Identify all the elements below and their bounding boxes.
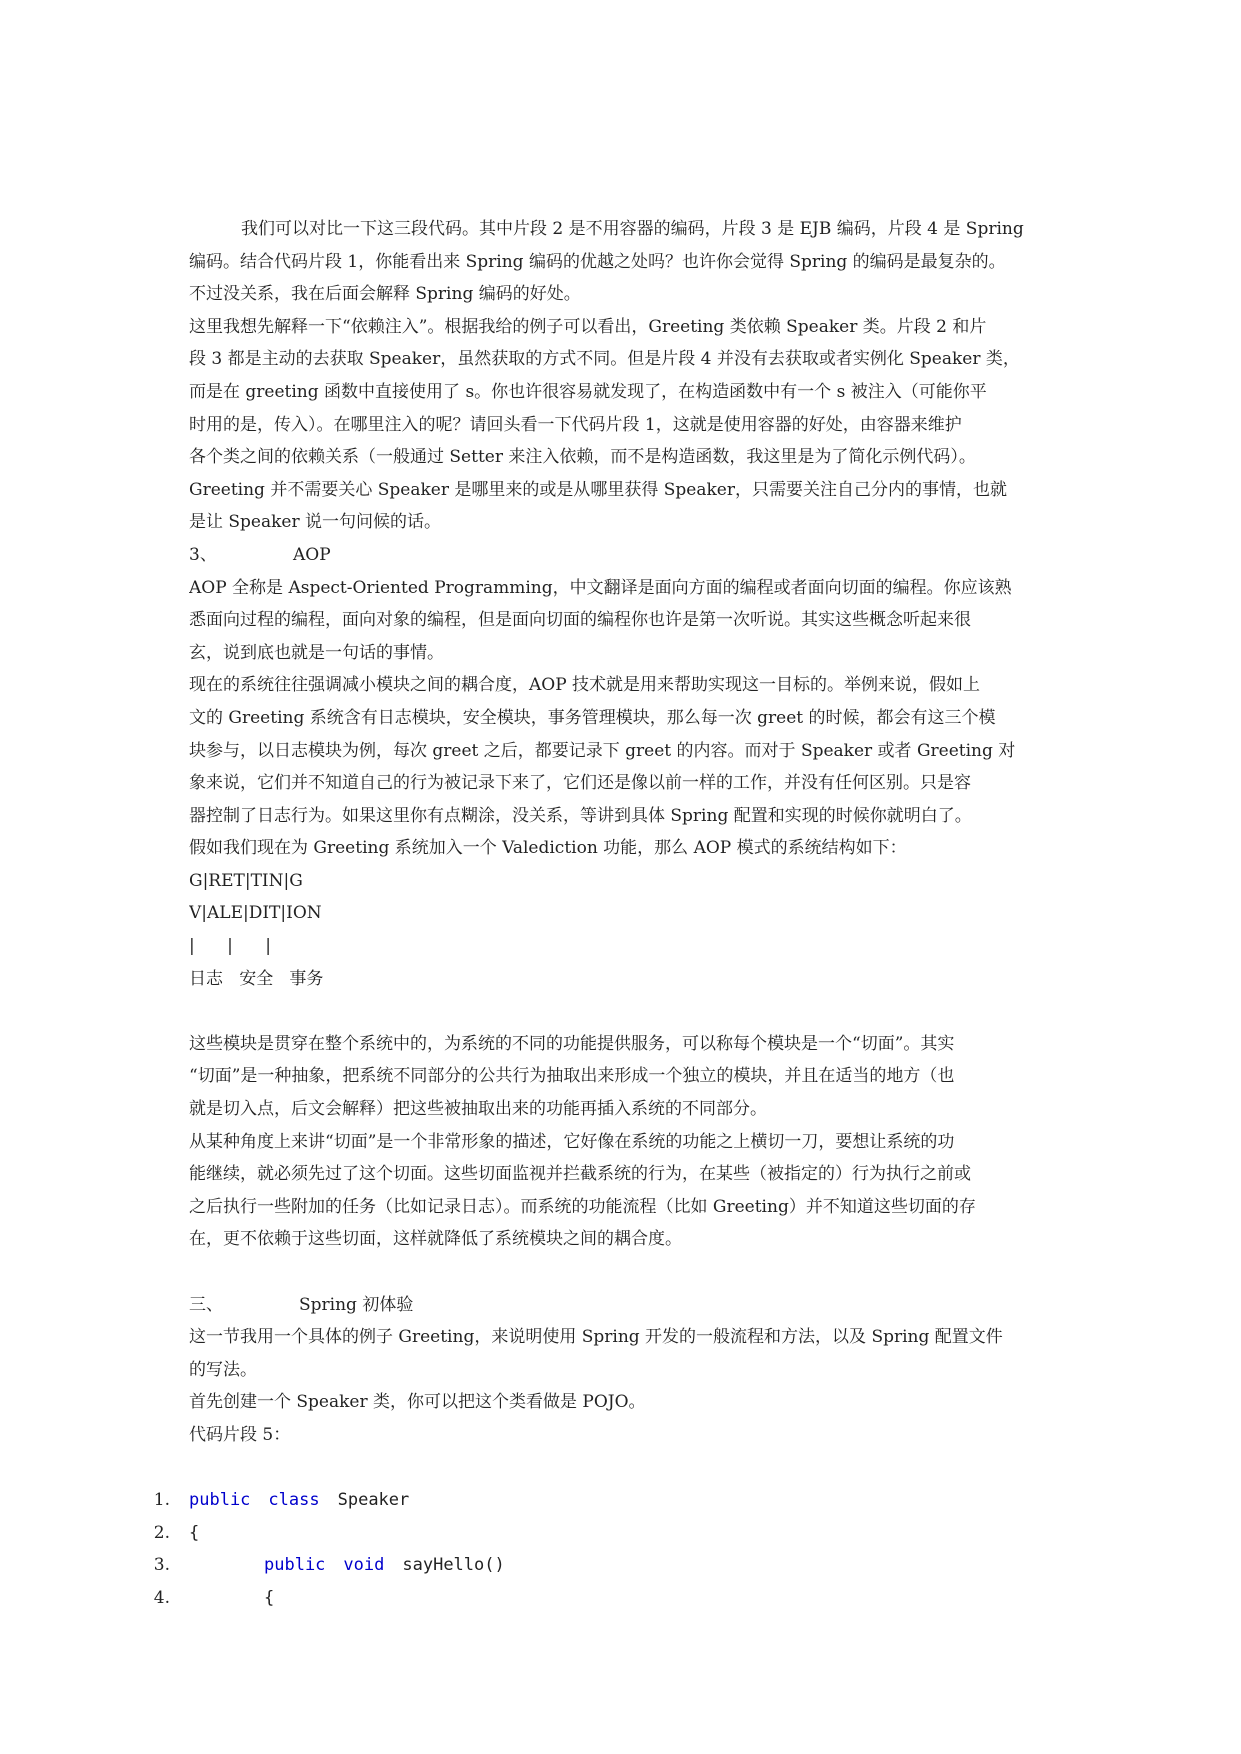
line-number: 3. bbox=[153, 1555, 170, 1576]
paragraph-line: 象来说，它们并不知道自己的行为被记录下来了，它们还是像以前一样的工作，并没有任何区别。只是容 bbox=[189, 773, 971, 794]
section-title: Spring 初体验 bbox=[299, 1294, 414, 1315]
paragraph-line: 从某种角度上来讲“切面”是一个非常形象的描述，它好像在系统的功能之上横切一刀，要想让系统的功 bbox=[189, 1131, 955, 1152]
paragraph-line: 就是切入点，后文会解释）把这些被抽取出来的功能再插入系统的不同部分。 bbox=[189, 1099, 767, 1120]
paragraph-line: 现在的系统往往强调减小模块之间的耦合度，AOP 技术就是用来帮助实现这一目标的。举例来说，假如上 bbox=[189, 675, 981, 696]
section-number: 三、 bbox=[189, 1294, 223, 1315]
keyword: void bbox=[343, 1555, 385, 1576]
diagram-row-pipes: | | | bbox=[189, 936, 272, 957]
paragraph-line: 悉面向过程的编程，面向对象的编程，但是面向切面的编程你也许是第一次听说。其实这些概念听起来很 bbox=[189, 610, 971, 631]
paragraph-line: 这一节我用一个具体的例子 Greeting，来说明使用 Spring 开发的一般流程和方法，以及 Spring 配置文件 bbox=[189, 1327, 1003, 1348]
code-caption: 代码片段 5： bbox=[189, 1424, 291, 1445]
paragraph-line: Greeting 并不需要关心 Speaker 是哪里来的或是从哪里获得 Speaker，只需要关注自己分内的事情，也就 bbox=[189, 479, 1007, 500]
identifier: sayHello() bbox=[402, 1555, 505, 1576]
section-number: 3、 bbox=[189, 544, 217, 565]
paragraph-line: 假如我们现在为 Greeting 系统加入一个 Valediction 功能，那么 AOP 模式的系统结构如下： bbox=[189, 838, 907, 859]
paragraph-line: 不过没关系，我在后面会解释 Spring 编码的好处。 bbox=[189, 284, 581, 305]
paragraph-line: 玄，说到底也就是一句话的事情。 bbox=[189, 642, 444, 663]
paragraph-line: AOP 全称是 Aspect-Oriented Programming，中文翻译是面向方面的编程或者面向切面的编程。你应该熟 bbox=[189, 577, 1012, 598]
diagram-row-valediction: V|ALE|DIT|ION bbox=[189, 903, 322, 924]
paragraph-line: 这里我想先解释一下“依赖注入”。根据我给的例子可以看出，Greeting 类依赖 Speaker 类。片段 2 和片 bbox=[189, 316, 987, 337]
line-number: 4. bbox=[153, 1587, 170, 1608]
code-line bbox=[148, 1517, 1048, 1550]
paragraph-line: 的写法。 bbox=[189, 1359, 257, 1380]
diagram-row-modules: 日志 安全 事务 bbox=[189, 968, 324, 989]
paragraph-line: 段 3 都是主动的去获取 Speaker，虽然获取的方式不同。但是片段 4 并没有去获取或者实例化 Speaker 类， bbox=[189, 349, 1020, 370]
identifier: Speaker bbox=[337, 1490, 410, 1510]
keyword: public bbox=[189, 1490, 251, 1510]
spacer bbox=[189, 995, 1059, 1028]
paragraph-line: 这些模块是贯穿在整个系统中的，为系统的不同的功能提供服务，可以称每个模块是一个“切面”。其实 bbox=[189, 1033, 955, 1054]
paragraph-line: 各个类之间的依赖关系（一般通过 Setter 来注入依赖，而不是构造函数，我这里是为了简化示例代码）。 bbox=[189, 447, 976, 468]
code-line bbox=[148, 1549, 1048, 1582]
paragraph-line: 器控制了日志行为。如果这里你有点糊涂，没关系，等讲到具体 Spring 配置和实现的时候你就明白了。 bbox=[189, 805, 972, 826]
line-number: 2. bbox=[153, 1522, 170, 1543]
paragraph-line: 文的 Greeting 系统含有日志模块，安全模块，事务管理模块，那么每一次 greet 的时候，都会有这三个模 bbox=[189, 707, 996, 728]
document-body bbox=[189, 213, 1059, 1452]
paragraph-line: 在，更不依赖于这些切面，这样就降低了系统模块之间的耦合度。 bbox=[189, 1229, 682, 1250]
paragraph-line: 我们可以对比一下这三段代码。其中片段 2 是不用容器的编码，片段 3 是 EJB 编码，片段 4 是 Spring bbox=[241, 219, 1024, 239]
code-text: { bbox=[264, 1587, 275, 1608]
paragraph-line: 之后执行一些附加的任务（比如记录日志）。而系统的功能流程（比如 Greeting）并不知道这些切面的存 bbox=[189, 1196, 976, 1217]
paragraph-line: 能继续，就必须先过了这个切面。这些切面监视并拦截系统的行为，在某些（被指定的）行为执行之前或 bbox=[189, 1164, 971, 1185]
line-number: 1. bbox=[153, 1490, 170, 1510]
paragraph-line: 块参与，以日志模块为例，每次 greet 之后，都要记录下 greet 的内容。而对于 Speaker 或者 Greeting 对 bbox=[189, 740, 1016, 761]
keyword: class bbox=[268, 1490, 320, 1510]
paragraph-line: 编码。结合代码片段 1，你能看出来 Spring 编码的优越之处吗？也许你会觉得 Spring 的编码是最复杂的。 bbox=[189, 251, 1006, 272]
code-line bbox=[148, 1484, 1048, 1517]
paragraph-line: 时用的是，传入）。在哪里注入的呢？请回头看一下代码片段 1，这就是使用容器的好处，由容器来维护 bbox=[189, 414, 962, 435]
keyword: public bbox=[264, 1555, 326, 1576]
code-text: { bbox=[189, 1522, 200, 1543]
paragraph-line: 是让 Speaker 说一句问候的话。 bbox=[189, 512, 442, 533]
paragraph-line: 而是在 greeting 函数中直接使用了 s。你也许很容易就发现了，在构造函数中有一个 s 被注入（可能你平 bbox=[189, 381, 987, 402]
code-text bbox=[264, 1549, 505, 1582]
code-listing bbox=[148, 1484, 1048, 1614]
section-heading-aop bbox=[189, 539, 1059, 572]
paragraph-line: “切面”是一种抽象，把系统不同部分的公共行为抽取出来形成一个独立的模块，并且在适当的地方（也 bbox=[189, 1066, 955, 1087]
code-text bbox=[189, 1484, 409, 1517]
section-title: AOP bbox=[293, 544, 331, 565]
paragraph-line: 首先创建一个 Speaker 类，你可以把这个类看做是 POJO。 bbox=[189, 1392, 646, 1413]
section-heading-spring bbox=[189, 1289, 1059, 1322]
code-line bbox=[148, 1582, 1048, 1615]
diagram-row-greeting: G|RET|TIN|G bbox=[189, 870, 303, 891]
spacer bbox=[189, 1256, 1059, 1289]
